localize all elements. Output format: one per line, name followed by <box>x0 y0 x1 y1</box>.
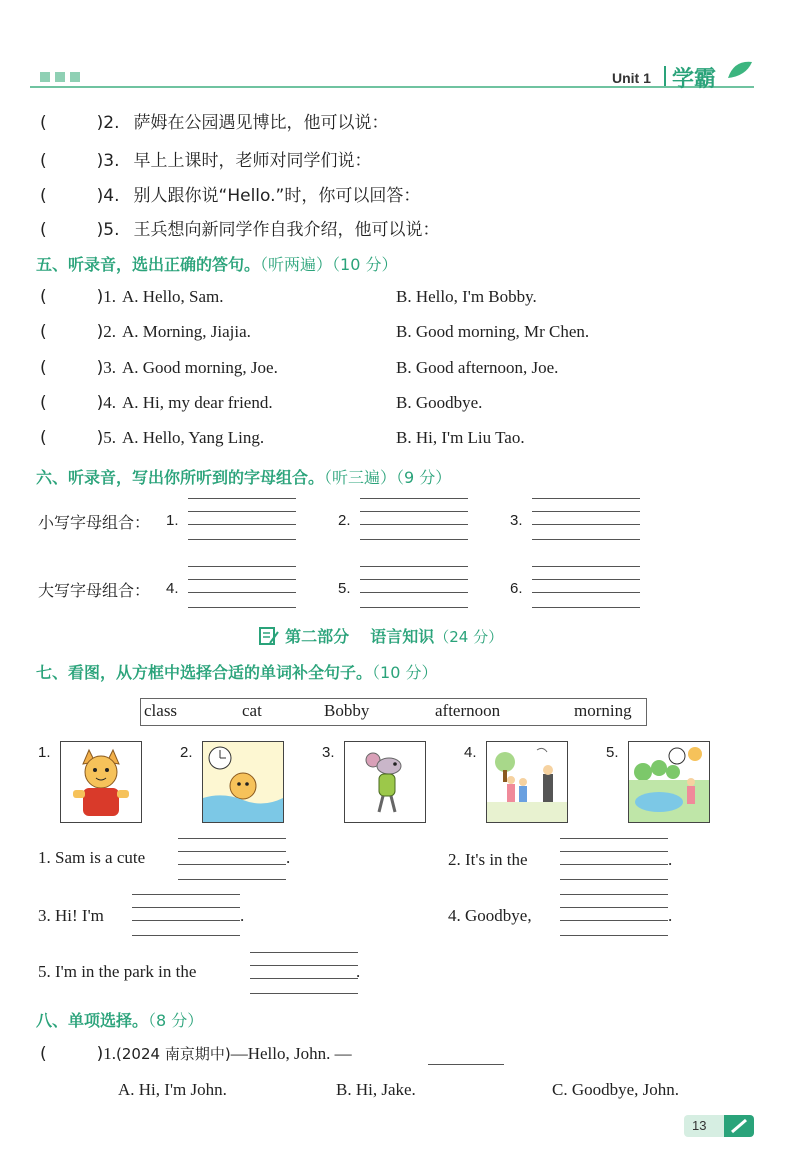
section5-row: ( )3. A. Good morning, Joe. B. Good afternoon, Joe. <box>40 358 559 378</box>
picture-number: 5. <box>606 744 619 761</box>
answer-lines[interactable] <box>132 894 240 936</box>
period: . <box>356 962 361 981</box>
word-bank-item: Bobby <box>324 701 370 720</box>
writing-lines[interactable] <box>532 566 640 608</box>
section8-title: 八、单项选择。（8 分） <box>36 1011 204 1030</box>
sentence-4: 4. Goodbye, <box>448 906 532 925</box>
section5-row: ( )2. A. Morning, Jiajia. B. Good morning, Mr Chen. <box>40 322 590 342</box>
picture-number: 3. <box>322 744 335 761</box>
leaf-icon <box>724 58 754 84</box>
pencil-icon <box>724 1115 754 1137</box>
period: . <box>668 850 673 869</box>
option-b: B. Hi, Jake. <box>336 1080 416 1099</box>
answer-lines[interactable] <box>178 838 286 880</box>
part2-heading: 第二部分 语言知识（24 分） <box>258 624 503 647</box>
answer-lines[interactable] <box>560 894 668 936</box>
section5-title: 五、听录音，选出正确的答句。（听两遍）（10 分） <box>36 255 398 274</box>
section5-row: ( )4. A. Hi, my dear friend. B. Goodbye. <box>40 393 483 413</box>
answer-blank[interactable] <box>428 1064 504 1065</box>
section6-title: 六、听录音，写出你所听到的字母组合。（听三遍）（9 分） <box>36 468 452 487</box>
lowercase-label: 小写字母组合： <box>38 513 151 532</box>
writing-lines[interactable] <box>360 498 468 540</box>
header-square <box>55 72 65 82</box>
answer-lines[interactable] <box>250 952 361 994</box>
header-square <box>40 72 50 82</box>
answer-lines[interactable] <box>560 838 668 880</box>
header-divider <box>664 66 666 86</box>
word-bank-item: afternoon <box>435 701 501 720</box>
question-row: ( )1.(2024 南京期中)—Hello, John. — <box>40 1044 352 1064</box>
page-number: 13 <box>692 1118 707 1133</box>
word-bank-item: cat <box>242 701 262 720</box>
afternoon-picture <box>486 741 568 823</box>
cat-picture <box>60 741 142 823</box>
writing-lines[interactable] <box>188 498 296 540</box>
writing-lines[interactable] <box>532 498 640 540</box>
option-c: C. Goodbye, John. <box>552 1080 680 1099</box>
section5-row: ( )1. A. Hello, Sam. B. Hello, I'm Bobby. <box>40 287 537 307</box>
option-a: A. Hi, I'm John. <box>118 1080 227 1099</box>
part4-row: ( )4. 别人跟你说“Hello.”时，你可以回答： <box>40 186 421 206</box>
item-number: 6. <box>510 580 523 597</box>
pencil-note-icon <box>258 626 280 646</box>
sentence-5: 5. I'm in the park in the <box>38 962 197 981</box>
unit-label: Unit 1 <box>612 70 651 86</box>
pencil-tab <box>724 1115 754 1137</box>
park-picture <box>628 741 710 823</box>
item-number: 3. <box>510 512 523 529</box>
word-bank <box>140 698 647 726</box>
writing-lines[interactable] <box>188 566 296 608</box>
mouse-picture <box>344 741 426 823</box>
period: . <box>240 906 245 925</box>
period: . <box>668 906 673 925</box>
section5-row: ( )5. A. Hello, Yang Ling. B. Hi, I'm Liu Tao. <box>40 428 525 448</box>
picture-number: 2. <box>180 744 193 761</box>
header-square <box>70 72 80 82</box>
item-number: 5. <box>338 580 351 597</box>
header-rule <box>30 86 754 88</box>
uppercase-label: 大写字母组合： <box>38 581 151 600</box>
part4-row: ( )3. 早上上课时，老师对同学们说： <box>40 151 372 171</box>
item-number: 4. <box>166 580 179 597</box>
brand-logo: 学霸 <box>672 67 717 92</box>
section7-title: 七、看图，从方框中选择合适的单词补全句子。（10 分） <box>36 663 438 682</box>
item-number: 1. <box>166 512 179 529</box>
item-number: 2. <box>338 512 351 529</box>
picture-number: 4. <box>464 744 477 761</box>
sentence-3: 3. Hi! I'm <box>38 906 104 925</box>
sentence-2: 2. It's in the <box>448 850 528 869</box>
period: . <box>286 848 291 867</box>
morning-picture <box>202 741 284 823</box>
word-bank-item: class <box>144 701 178 720</box>
word-bank-item: morning <box>574 701 632 720</box>
writing-lines[interactable] <box>360 566 468 608</box>
sentence-1: 1. Sam is a cute <box>38 848 146 867</box>
part4-row: ( )5. 王兵想向新同学作自我介绍，他可以说： <box>40 220 440 240</box>
picture-number: 1. <box>38 744 51 761</box>
part4-row: ( )2. 萨姆在公园遇见博比，他可以说： <box>40 113 389 133</box>
